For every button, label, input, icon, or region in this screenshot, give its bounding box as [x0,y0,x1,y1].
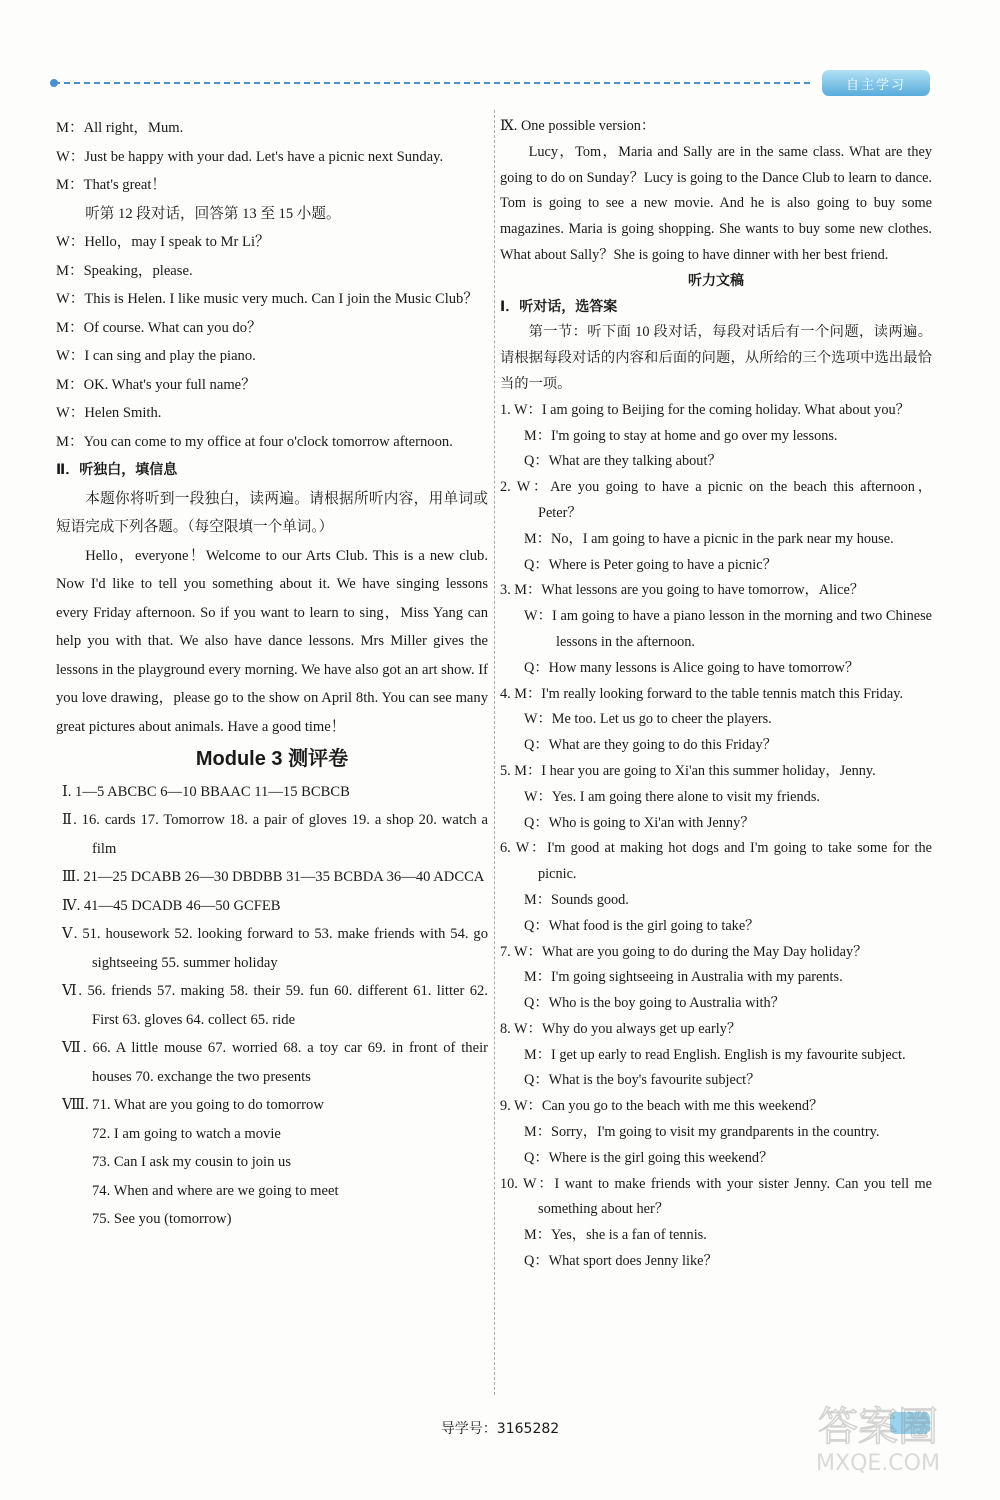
right-r-line: M：I get up early to read English. English is my favourite subject. [524,1046,906,1063]
left-ind1-line: W：This is Helen. I like music very much. Can I join the Music Club？ [56,291,478,307]
footer-code: 导学号：3165282 [440,1421,560,1437]
right-plain-line: Ⅸ. One possible version： [500,118,656,134]
right-r-line: M：Sorry，I'm going to visit my grandparents in the country. [524,1124,880,1141]
right-w-line: 3. M：What lessons are you going to have tomorrow，Alice？ [500,582,865,599]
right-r-line: W：I am going to have a piano lesson in the morning and two Chinese lessons in the afternoon. [524,608,932,650]
right-column [500,114,932,1275]
watermark-logo [778,1398,978,1478]
right-w-line: 10. W：I want to make friends with your sister Jenny. Can you tell me something about her？ [500,1175,932,1218]
right-r-line: M：Sounds good. [524,891,629,908]
left-heading-line: Ⅱ．听独白，填信息 [56,462,178,478]
right-r-line: Q：What are they going to do this Friday？ [524,737,777,754]
left-ind1-line: W：I can sing and play the piano. [56,348,256,364]
left-ind1-line: M：You can come to my office at four o'clock tomorrow afternoon. [56,433,453,450]
left-ans-line: Ⅰ. 1—5 ABCBC 6—10 BBAAC 11—15 BCBCB [62,783,350,800]
left-ind1-line: M：OK. What's your full name？ [56,376,256,393]
watermark-url: MXQE.COM [816,1451,940,1476]
right-r-line: Q：Where is Peter going to have a picnic？ [524,556,777,573]
left-para-line: 本题你将听到一段独白，读两遍。请根据所听内容，用单词或短语完成下列各题。（每空限填一个单词。） [56,490,488,535]
left-ind1-line: W：Hello，may I speak to Mr Li？ [56,234,270,250]
left-ans-line: Ⅲ. 21—25 DCABB 26—30 DBDBB 31—35 BCBDA 36—40 ADCCA [62,869,485,885]
column-divider [494,110,495,1395]
right-w-line: 7. W：What are you going to do during the May Day holiday？ [500,943,868,960]
left-ans2-line: 72. I am going to watch a movie [92,1125,281,1142]
right-r-line: Q：What food is the girl going to take？ [524,917,760,934]
right-w-line: 6. W：I'm good at making hot dogs and I'm going to take some for the picnic. [500,840,932,883]
right-r-line: Q：What is the boy's favourite subject？ [524,1072,761,1089]
right-r-line: M：No，I am going to have a picnic in the park near my house. [524,530,894,547]
header-dashed-line [54,82,810,84]
right-w-line: 5. M：I hear you are going to Xi'an this summer holiday，Jenny. [500,762,876,779]
right-w-line: 2. W：Are you going to have a picnic on the beach this afternoon，Peter？ [500,479,932,521]
watermark-title: 答案圈 [818,1404,938,1450]
left-ans-line: Ⅷ. 71. What are you going to do tomorrow [62,1097,324,1113]
right-r-line: Q：What sport does Jenny like？ [524,1253,718,1270]
left-ind1-line: W：Helen Smith. [56,405,162,421]
right-para-line: Lucy，Tom，Maria and Sally are in the same class. What are they going to do on Sunday？Lucy is going to the Dance Club to learn to dance. Tom is going to see a new movie. And he is also going to buy some magazines. Maria is going shopping. She wants to buy some new clothes. What about Sally？She is going to have dinner with her best friend. [500,143,932,263]
right-w-line: 4. M：I'm really looking forward to the table tennis match this Friday. [500,685,904,702]
right-r-line: M：Yes，she is a fan of tennis. [524,1227,707,1244]
left-ind1-line: M：All right，Mum. [56,120,184,136]
left-module-line: Module 3 测评卷 [195,748,349,770]
right-r-line: W：Me too. Let us go to cheer the players. [524,711,772,728]
left-ind1-line: W：Just be happy with your dad. Let's have a picnic next Sunday. [56,148,444,165]
right-w-line: 8. W：Why do you always get up early？ [500,1020,742,1037]
right-r-line: M：I'm going to stay at home and go over my lessons. [524,427,838,444]
left-ans2-line: 73. Can I ask my cousin to join us [92,1154,292,1170]
right-r-line: Q：Where is the girl going this weekend？ [524,1149,774,1166]
left-para-line: 听第 12 段对话，回答第 13 至 15 小题。 [85,205,341,222]
header-bar [50,70,930,100]
right-heading-line: Ⅰ．听对话，选答案 [500,298,618,315]
left-para-line: Hello，everyone！Welcome to our Arts Club. This is a new club. Now I'd like to tell you something about it. We have singing lessons every Friday afternoon. So if you want to learn to sing，Miss Yang can help you with that. We also have dance lessons. Mrs Miller gives the lessons in the playground every morning. We have also got an art show. If you love drawing，please go to the show on April 8th. You can see many great pictures about animals. Have a good time！ [56,547,488,735]
right-r-line: Q：What are they talking about？ [524,453,722,470]
left-column [56,114,488,1234]
header-badge: 自主学习 [822,70,930,96]
left-ind1-line: M：Speaking，please. [56,262,193,279]
left-ind1-line: M：That's great！ [56,177,167,193]
right-r-line: Q：Who is going to Xi'an with Jenny？ [524,814,755,831]
left-ans-line: Ⅴ. 51. housework 52. looking forward to 53. make friends with 54. go sightseeing 55. summer holiday [62,926,488,971]
left-ans-line: Ⅱ. 16. cards 17. Tomorrow 18. a pair of gloves 19. a shop 20. watch a film [62,812,488,857]
right-r-line: M：I'm going sightseeing in Australia with my parents. [524,969,843,986]
left-ans-line: Ⅳ. 41—45 DCADB 46—50 GCFEB [62,897,281,914]
right-para-line: 第一节：听下面 10 段对话，每段对话后有一个问题，读两遍。请根据每段对话的内容和后面的问题，从所给的三个选项中选出最恰当的一项。 [500,324,932,392]
left-ans-line: Ⅶ. 66. A little mouse 67. worried 68. a toy car 69. in front of their houses 70. exchange the two presents [62,1040,488,1085]
left-ans2-line: 75. See you (tomorrow) [92,1211,232,1227]
right-r-line: Q：How many lessons is Alice going to have tomorrow？ [524,659,860,676]
left-ans2-line: 74. When and where are we going to meet [92,1182,339,1199]
right-r-line: W：Yes. I am going there alone to visit my friends. [524,788,820,805]
left-ans-line: Ⅵ. 56. friends 57. making 58. their 59. fun 60. different 61. litter 62. First 63. gloves 64. collect 65. ride [62,983,488,1028]
right-w-line: 1. W：I am going to Beijing for the coming holiday. What about you？ [500,401,910,418]
right-center-line: 听力文稿 [688,272,744,289]
right-w-line: 9. W：Can you go to the beach with me this weekend？ [500,1098,824,1115]
left-ind1-line: M：Of course. What can you do？ [56,319,262,336]
right-r-line: Q：Who is the boy going to Australia with？ [524,995,785,1012]
